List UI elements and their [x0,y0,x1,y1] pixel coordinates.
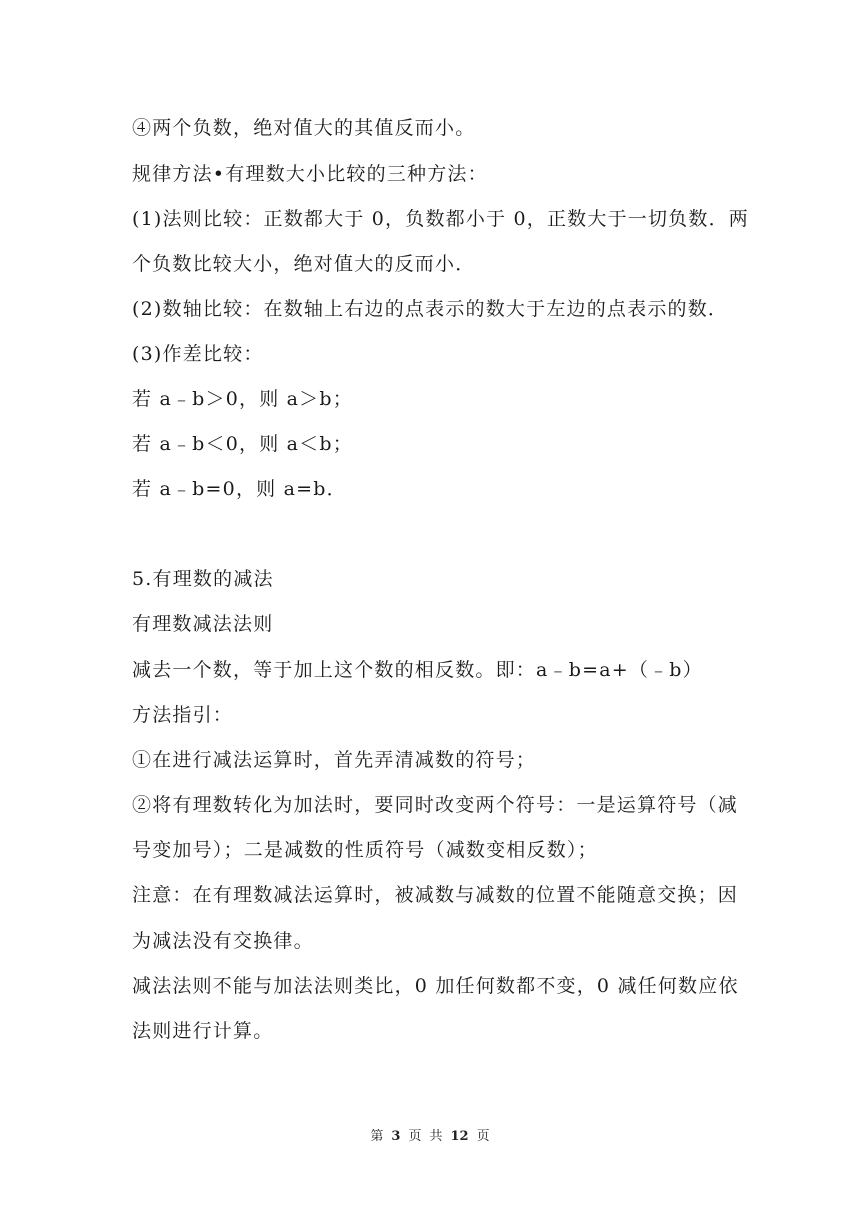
text-line-1: ④两个负数，绝对值大的其值反而小。 [132,117,476,139]
footer-total-label: 共 [429,1129,443,1144]
text-line-2: 规律方法•有理数大小比较的三种方法： [132,163,488,185]
text-line-9: 若 a﹣b=0，则 a=b． [132,478,347,500]
current-page-number: 3 [391,1129,401,1144]
footer-page-label: 页 [408,1129,422,1144]
text-line-14: ①在进行减法运算时，首先弄清减数的符号； [132,749,537,771]
text-line-6: (3)作差比较： [132,343,264,365]
text-line-3: (1)法则比较：正数都大于 0，负数都小于 0，正数大于一切负数．两 [132,208,749,230]
text-line-7: 若 a﹣b＞0，则 a＞b； [132,388,353,410]
footer-suffix: 页 [476,1129,490,1144]
text-line-16: 号变加号）；二是减数的性质符号（减数变相反数）； [132,839,598,861]
total-pages-number: 12 [450,1129,469,1144]
text-line-19: 减法法则不能与加法法则类比，0 加任何数都不变，0 减任何数应依 [132,975,739,997]
text-line-20: 法则进行计算。 [132,1020,274,1042]
section-heading: 5.有理数的减法 [132,568,274,590]
text-line-18: 为减法没有交换律。 [132,930,314,952]
subsection-heading: 有理数减法法则 [132,613,274,635]
footer-prefix: 第 [370,1129,384,1144]
text-line-12: 减去一个数，等于加上这个数的相反数。即：a﹣b=a+（﹣b） [132,659,703,681]
page-footer [0,1128,860,1146]
text-line-17: 注意：在有理数减法运算时，被减数与减数的位置不能随意交换；因 [132,884,739,906]
text-line-13: 方法指引： [132,704,234,726]
text-line-4: 个负数比较大小，绝对值大的反而小． [132,253,476,275]
text-line-8: 若 a﹣b＜0，则 a＜b； [132,433,353,455]
text-line-15: ②将有理数转化为加法时，要同时改变两个符号：一是运算符号（减 [132,794,739,816]
text-line-5: (2)数轴比较：在数轴上右边的点表示的数大于左边的点表示的数． [132,298,729,320]
